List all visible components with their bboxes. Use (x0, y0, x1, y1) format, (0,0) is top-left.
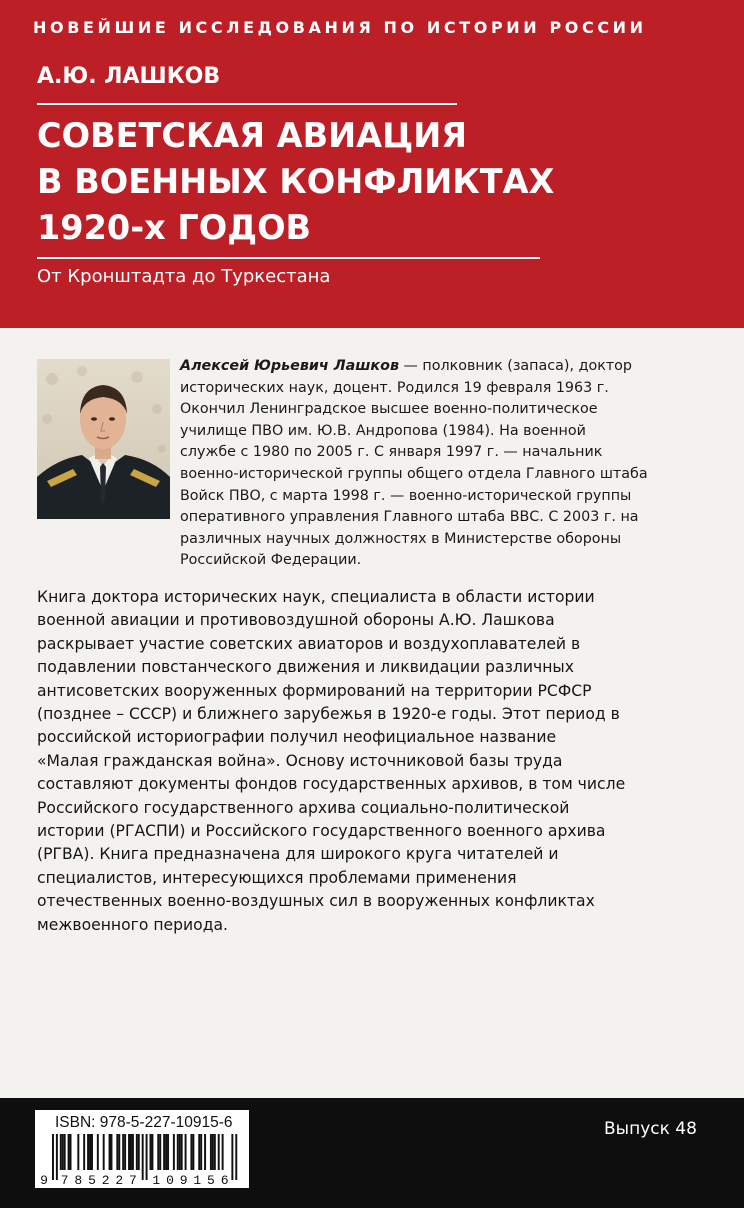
barcode-bar (142, 1134, 144, 1180)
barcode-bar (151, 1134, 153, 1170)
barcode-bar (200, 1134, 202, 1170)
barcode-digit: 7 (128, 1173, 137, 1188)
barcode-digit: 1 (152, 1173, 161, 1188)
description-line: подавлении повстанческого движения и ликвидации различных (37, 658, 574, 677)
barcode-bar (116, 1134, 118, 1170)
bio-line: оперативного управления Главного штаба ВВС. С 2003 г. на (180, 509, 639, 526)
barcode-bar (60, 1134, 62, 1170)
description-line: межвоенного периода. (37, 915, 229, 934)
barcode-bar (122, 1134, 124, 1170)
barcode-digit: 9 (40, 1173, 48, 1188)
isbn-label: ISBN: 978-5-227-10915-6 (55, 1114, 233, 1131)
barcode-bar (89, 1134, 91, 1170)
author-photo (37, 359, 170, 519)
bio-line: военно-исторической группы общего отдела Главного штаба (180, 465, 648, 482)
author-name: А.Ю. ЛАШКОВ (37, 64, 221, 89)
book-title (37, 113, 597, 251)
book-subtitle: От Кронштадта до Туркестана (37, 266, 331, 287)
barcode-bar (103, 1134, 105, 1170)
description-line: специалистов, интересующихся проблемами применения (37, 868, 517, 887)
barcode-bar (130, 1134, 132, 1170)
barcode-bar (146, 1134, 148, 1180)
barcode-bar (56, 1134, 58, 1180)
description-line: Российского государственного архива социально-политической (37, 798, 570, 817)
cover-footer (0, 1098, 744, 1208)
barcode-bar (173, 1134, 175, 1170)
barcode-bar (124, 1134, 126, 1170)
description-line: (РГВА). Книга предназначена для широкого круга читателей и (37, 845, 559, 864)
barcode-bar (167, 1134, 169, 1170)
barcode-digit: 6 (220, 1173, 229, 1188)
book-title-line: В ВОЕННЫХ КОНФЛИКТАХ (37, 162, 555, 201)
barcode-digit: 5 (88, 1173, 96, 1188)
bio-line: службе с 1980 по 2005 г. С января 1997 г. — начальник (180, 444, 603, 461)
barcode-bar (165, 1134, 167, 1170)
barcode-digit: 8 (74, 1173, 83, 1188)
description-line: «Малая гражданская война». Основу источниковой базы труда (37, 751, 563, 770)
barcode-bar (222, 1134, 224, 1170)
barcode-bar (87, 1134, 89, 1170)
barcode-bar (136, 1134, 138, 1170)
barcode-bar (52, 1134, 54, 1180)
book-title-line: СОВЕТСКАЯ АВИАЦИЯ (37, 116, 468, 155)
barcode-bar (218, 1134, 220, 1170)
book-title-line: 1920-х ГОДОВ (37, 208, 312, 247)
barcode-bar (150, 1134, 152, 1170)
barcode-bar (179, 1134, 181, 1170)
barcode-bar (163, 1134, 165, 1170)
barcode-bar (118, 1134, 120, 1170)
book-description (37, 586, 717, 937)
barcode-bar (91, 1134, 93, 1170)
barcode-digit: 1 (193, 1173, 202, 1188)
barcode-bar (64, 1134, 66, 1170)
barcode-bar (231, 1134, 233, 1180)
author-bio (180, 356, 720, 572)
barcode-bar (214, 1134, 216, 1170)
divider-top (37, 103, 457, 105)
barcode-bar (97, 1134, 99, 1170)
barcode-bar (185, 1134, 187, 1170)
description-line: истории (РГАСПИ) и Российского государственного военного архива (37, 822, 606, 841)
barcode-bar (77, 1134, 79, 1170)
barcode-bar (83, 1134, 85, 1170)
barcode-bar (198, 1134, 200, 1170)
barcode-bar (192, 1134, 194, 1170)
bio-author-name: Алексей Юрьевич Лашков (180, 358, 399, 374)
description-line: раскрывает участие советских авиаторов и воздухоплавателей в (37, 634, 581, 653)
barcode-digit: 0 (166, 1173, 174, 1188)
description-line: военной авиации и противовоздушной обороны А.Ю. Лашкова (37, 611, 555, 630)
barcode-bar (68, 1134, 70, 1170)
barcode-bar (177, 1134, 179, 1170)
description-line: отечественных военно-воздушных сил в вооруженных конфликтах (37, 892, 595, 911)
barcode-bar (128, 1134, 130, 1170)
bio-line: исторических наук, доцент. Родился 19 февраля 1963 г. (180, 379, 609, 396)
divider-bottom (37, 257, 540, 259)
barcode-bar (62, 1134, 64, 1170)
bio-line: Окончил Ленинградское высшее военно-политическое (180, 401, 598, 418)
barcode-digit: 2 (101, 1173, 110, 1188)
description-line: составляют документы фондов государственных архивов, в том числе (37, 775, 626, 794)
barcode-bar (159, 1134, 161, 1170)
description-line: антисоветских вооруженных формирований на территории РСФСР (37, 681, 592, 700)
barcode-bar (111, 1134, 113, 1170)
barcode-bar (212, 1134, 214, 1170)
barcode-digit: 7 (60, 1173, 69, 1188)
bio-text: — полковник (запаса), доктор (399, 358, 633, 374)
description-line: российской историографии получил неофициальное название (37, 728, 557, 747)
barcode (35, 1110, 249, 1188)
description-line: (позднее – СССР) и ближнего зарубежья в 1920-е годы. Этот период в (37, 705, 620, 724)
barcode-digit: 9 (179, 1173, 188, 1188)
barcode-bar (190, 1134, 192, 1170)
bio-line (180, 356, 720, 378)
description-line: Книга доктора исторических наук, специалиста в области истории (37, 588, 595, 606)
bio-line: Войск ПВО, с марта 1998 г. — военно-исторической группы (180, 487, 632, 504)
barcode-bar (109, 1134, 111, 1170)
barcode-digit: 5 (206, 1173, 215, 1188)
barcode-bar (235, 1134, 237, 1180)
barcode-bar (70, 1134, 72, 1170)
barcode-bar (181, 1134, 183, 1170)
issue-number: Выпуск 48 (604, 1119, 697, 1139)
bio-line: Российской Федерации. (180, 552, 362, 569)
barcode-digit: 2 (115, 1173, 124, 1188)
bio-line: училище ПВО им. Ю.В. Андропова (1984). На военной (180, 422, 586, 439)
cover-header (0, 0, 744, 328)
barcode-bar (210, 1134, 212, 1170)
author-portrait-image (37, 359, 170, 519)
series-title: НОВЕЙШИЕ ИССЛЕДОВАНИЯ ПО ИСТОРИИ РОССИИ (33, 18, 647, 37)
barcode-bar (204, 1134, 206, 1170)
barcode-bars (35, 1110, 249, 1188)
bio-line: различных научных должностях в Министерстве обороны (180, 530, 622, 547)
barcode-bar (157, 1134, 159, 1170)
barcode-bar (138, 1134, 140, 1170)
barcode-bar (132, 1134, 134, 1170)
